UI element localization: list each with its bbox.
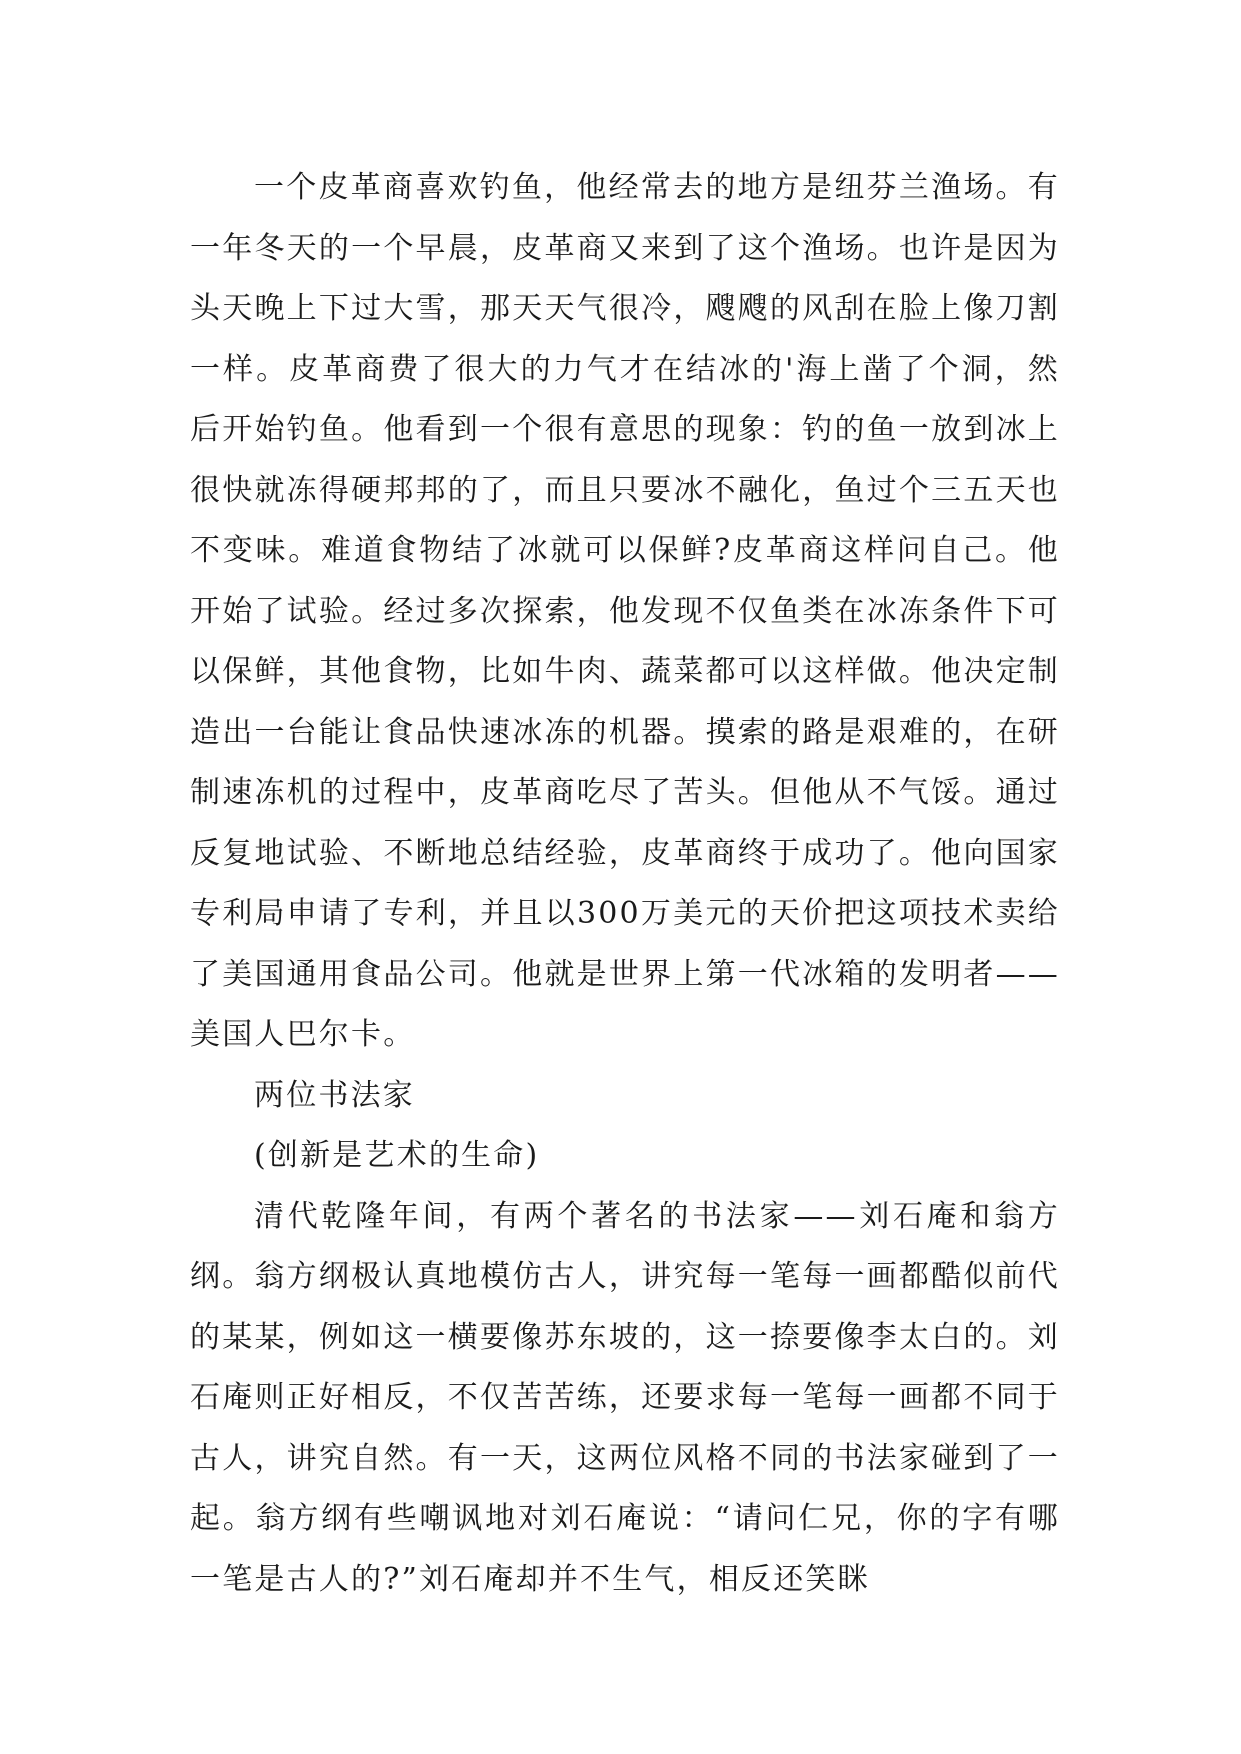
story-paragraph-refrigerator: 一个皮革商喜欢钓鱼，他经常去的地方是纽芬兰渔场。有一年冬天的一个早晨，皮革商又来到了这个渔场。也许是因为头天晚上下过大雪，那天天气很冷，飕飕的风刮在脸上像刀割一样。皮革商费了很大的力气才在结冰的'海上凿了个洞，然后开始钓鱼。他看到一个很有意思的现象：钓的鱼一放到冰上很快就冻得硬邦邦的了，而且只要冰不融化，鱼过个三五天也不变味。难道食物结了冰就可以保鲜?皮革商这样问自己。他开始了试验。经过多次探索，他发现不仅鱼类在冰冻条件下可以保鲜，其他食物，比如牛肉、蔬菜都可以这样做。他决定制造出一台能让食品快速冰冻的机器。摸索的路是艰难的，在研制速冻机的过程中，皮革商吃尽了苦头。但他从不气馁。通过反复地试验、不断地总结经验，皮革商终于成功了。他向国家专利局申请了专利，并且以300万美元的天价把这项技术卖给了美国通用食品公司。他就是世界上第一代冰箱的发明者——美国人巴尔卡。: [190, 170, 1060, 1052]
story-title-calligraphers: 两位书法家: [254, 1077, 415, 1113]
story-paragraph-calligraphers: 清代乾隆年间，有两个著名的书法家——刘石庵和翁方纲。翁方纲极认真地模仿古人，讲究每一笔每一画都酷似前代的某某，例如这一横要像苏东坡的，这一捺要像李太白的。刘石庵则正好相反，不仅苦苦练，还要求每一笔每一画都不同于古人，讲究自然。有一天，这两位风格不同的书法家碰到了一起。翁方纲有些嘲讽地对刘石庵说：“请问仁兄，你的字有哪一笔是古人的?”刘石庵却并不生气，相反还笑眯: [190, 1198, 1060, 1597]
story-subtitle: (创新是艺术的生命): [254, 1138, 540, 1173]
document-body: [190, 158, 1060, 1610]
